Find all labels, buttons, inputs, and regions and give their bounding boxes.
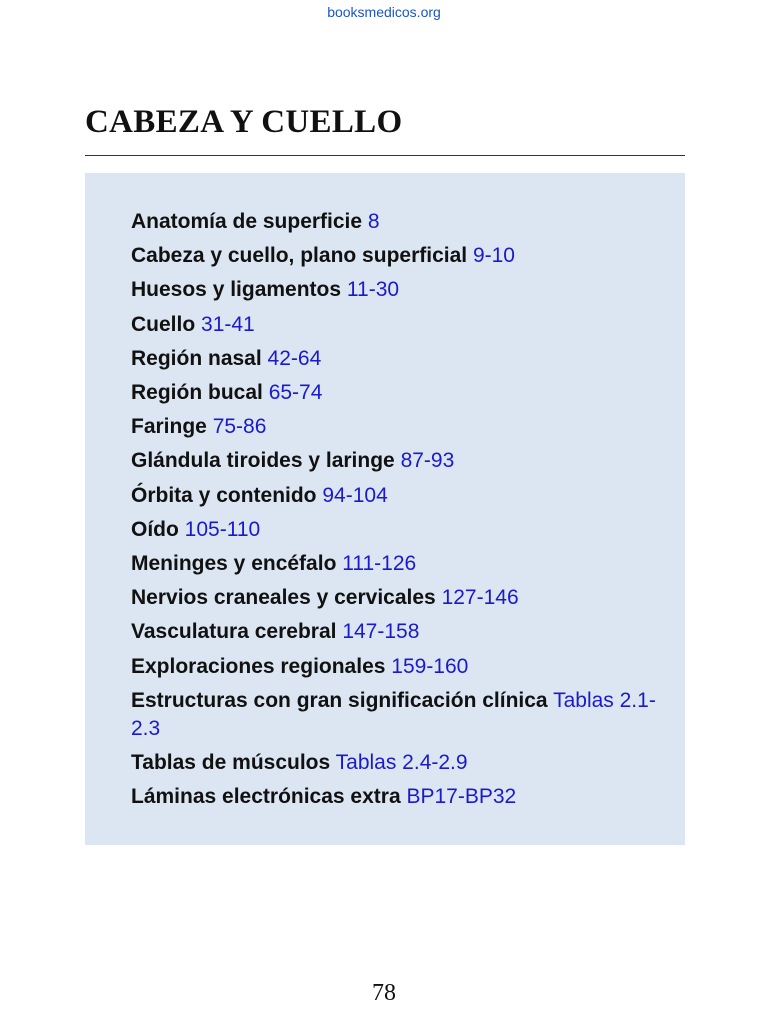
toc-item	[131, 581, 671, 615]
toc-item-pages[interactable]: 105-110	[184, 517, 261, 541]
toc-item-pages[interactable]: Tablas 2.4-2.9	[335, 750, 468, 774]
toc-item-pages[interactable]: 11-30	[346, 278, 400, 302]
toc-item-pages[interactable]: 8	[367, 210, 380, 233]
toc-item-pages[interactable]: 75-86	[212, 415, 267, 439]
toc-item	[131, 273, 671, 307]
toc-item	[131, 650, 671, 684]
table-of-contents	[85, 173, 685, 845]
toc-item-label: Exploraciones regionales	[131, 654, 386, 678]
page-number: 78	[372, 980, 396, 1006]
toc-list	[131, 205, 671, 814]
toc-item	[131, 615, 671, 649]
toc-item-label: Huesos y ligamentos	[131, 278, 342, 302]
toc-item-label: Estructuras con gran significación clínica	[131, 688, 548, 712]
toc-item-label: Región nasal	[131, 346, 262, 370]
toc-item-pages[interactable]: 111-126	[342, 552, 417, 576]
toc-item-label: Glándula tiroides y laringe	[131, 449, 395, 473]
toc-item-pages[interactable]: 42-64	[267, 346, 322, 370]
toc-item-label: Láminas electrónicas extra	[131, 785, 401, 809]
toc-item-label: Meninges y encéfalo	[131, 552, 337, 576]
toc-item	[131, 444, 671, 478]
toc-item	[131, 780, 671, 814]
toc-item-label: Oído	[131, 517, 179, 541]
toc-item-pages[interactable]: 94-104	[322, 483, 388, 507]
toc-item-label: Nervios craneales y cervicales	[131, 586, 436, 610]
toc-item-label: Anatomía de superficie	[131, 210, 363, 233]
toc-item-pages[interactable]: BP17-BP32	[406, 785, 517, 809]
toc-item-label: Tablas de músculos	[131, 750, 331, 774]
toc-item	[131, 342, 671, 376]
title-divider	[85, 155, 685, 156]
toc-item	[131, 684, 671, 746]
toc-item	[131, 239, 671, 273]
toc-item-label: Órbita y contenido	[131, 483, 317, 507]
toc-item-label: Región bucal	[131, 381, 263, 405]
toc-item-pages[interactable]: 159-160	[391, 654, 469, 678]
toc-item-label: Faringe	[131, 415, 207, 439]
toc-item-pages[interactable]: 127-146	[441, 586, 519, 610]
toc-item	[131, 513, 671, 547]
chapter-title: CABEZA Y CUELLO	[85, 104, 403, 140]
toc-item	[131, 746, 671, 780]
toc-item-pages[interactable]: 31-41	[201, 312, 255, 336]
toc-item-label: Vasculatura cerebral	[131, 620, 337, 644]
toc-item-label: Cabeza y cuello, plano superficial	[131, 244, 468, 268]
toc-item	[131, 308, 671, 342]
toc-item-pages[interactable]: 9-10	[472, 244, 515, 268]
toc-item-pages[interactable]: 87-93	[400, 449, 455, 473]
toc-item	[131, 205, 671, 239]
toc-item	[131, 547, 671, 581]
toc-item-label: Cuello	[131, 312, 196, 336]
toc-item-pages[interactable]: 147-158	[342, 620, 420, 644]
toc-item-pages[interactable]: Tablas 2.1-2.3	[131, 688, 656, 740]
toc-item	[131, 410, 671, 444]
toc-item	[131, 479, 671, 513]
site-link[interactable]: booksmedicos.org	[327, 4, 441, 20]
toc-item	[131, 376, 671, 410]
toc-item-pages[interactable]: 65-74	[268, 381, 323, 405]
